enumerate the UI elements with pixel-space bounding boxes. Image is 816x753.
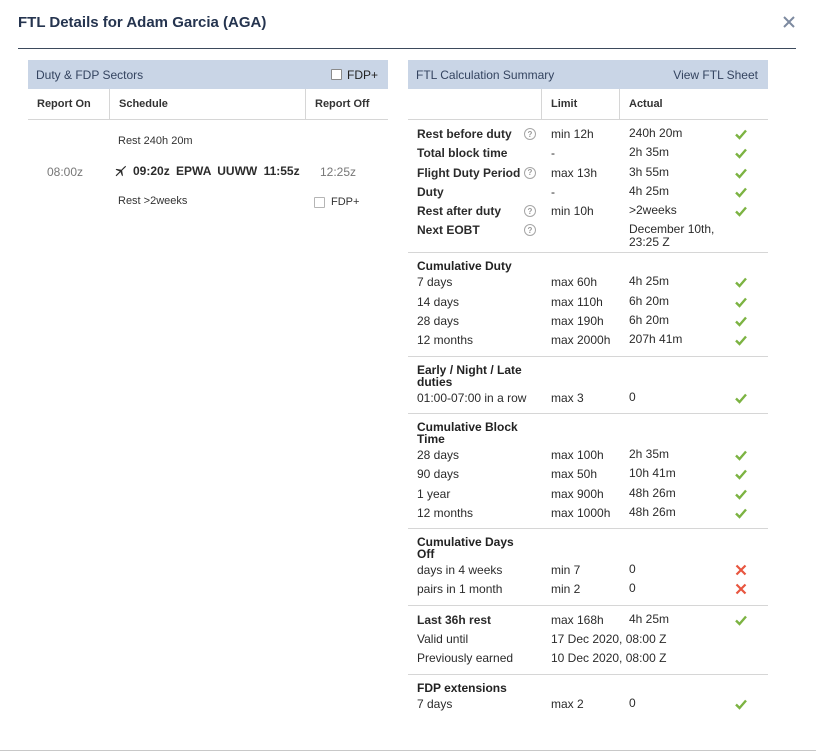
section-title: FDP extensions <box>417 680 507 695</box>
row-label <box>408 166 542 180</box>
row-status <box>734 166 768 180</box>
row-label-text: 28 days <box>417 314 460 329</box>
row-label <box>408 223 542 237</box>
row-label-text: Previously earned <box>417 651 514 666</box>
row-limit: min 12h <box>551 127 594 141</box>
row-label <box>408 651 542 665</box>
row-limit: max 1000h <box>551 505 611 520</box>
check-icon <box>734 506 748 520</box>
ftl-summary-panel <box>408 60 768 719</box>
row-actual: 4h 25m <box>629 274 670 289</box>
flight-leg[interactable]: 09:20z EPWA UUWW 11:55z <box>133 164 300 178</box>
check-icon <box>734 697 748 711</box>
row-label <box>408 204 542 218</box>
summary-row <box>408 275 768 294</box>
row-actual: 0 <box>629 581 636 596</box>
row-status <box>734 295 768 309</box>
row-status <box>734 204 768 218</box>
row-label <box>408 632 542 646</box>
row-limit: max 3 <box>551 390 584 405</box>
row-actual: >2weeks <box>629 203 677 218</box>
help-icon[interactable]: ? <box>524 224 536 236</box>
cross-icon <box>734 582 748 596</box>
row-label-text: Next EOBT <box>417 223 480 238</box>
row-status <box>734 582 768 596</box>
row-label-text: Total block time <box>417 146 508 161</box>
section-title: Cumulative Days Off <box>417 535 514 562</box>
row-status <box>734 275 768 289</box>
row-label <box>408 613 542 627</box>
summary-row <box>408 506 768 525</box>
col-schedule: Schedule <box>110 89 306 119</box>
col-actual: Actual <box>629 98 663 110</box>
row-label <box>408 314 542 328</box>
row-label <box>408 185 542 199</box>
summary-column-headers <box>408 89 768 120</box>
row-label <box>408 448 542 462</box>
row-status <box>734 146 768 160</box>
summary-row <box>408 467 768 486</box>
summary-row <box>408 448 768 467</box>
summary-row <box>408 651 768 670</box>
summary-row <box>408 127 768 146</box>
row-label <box>408 127 542 141</box>
duty-section <box>408 120 768 253</box>
row-limit: 17 Dec 2020, 08:00 Z <box>551 632 667 647</box>
row-label-text: days in 4 weeks <box>417 563 503 578</box>
summary-row <box>408 295 768 314</box>
sector-row <box>28 120 388 230</box>
row-status <box>734 448 768 462</box>
check-icon <box>734 295 748 309</box>
summary-row <box>408 613 768 632</box>
row-label-text: Flight Duty Period <box>417 165 521 180</box>
row-limit: min 7 <box>551 563 581 578</box>
row-label-text: 12 months <box>417 505 474 520</box>
row-status <box>734 563 768 577</box>
row-actual: 2h 35m <box>629 446 670 461</box>
help-icon[interactable]: ? <box>524 128 536 140</box>
row-label <box>408 146 542 160</box>
row-actual: 2h 35m <box>629 145 670 160</box>
row-actual: 207h 41m <box>629 332 683 347</box>
summary-row <box>408 487 768 506</box>
row-label <box>408 391 542 405</box>
row-actual: 6h 20m <box>629 293 670 308</box>
section-title: Early / Night / Late duties <box>417 362 522 389</box>
check-icon <box>734 314 748 328</box>
view-ftl-sheet-link[interactable]: View FTL Sheet <box>673 67 758 82</box>
row-label-text: Valid until <box>417 632 469 647</box>
summary-section <box>408 675 768 719</box>
row-label-text: Last 36h rest <box>417 612 492 627</box>
row-label-text: Rest before duty <box>417 127 512 141</box>
row-limit: max 110h <box>551 294 603 309</box>
rest-after-text: Rest >2weeks <box>118 195 188 207</box>
section-title: Cumulative Duty <box>417 259 512 274</box>
row-label-text: 7 days <box>417 275 453 290</box>
summary-row <box>408 185 768 204</box>
summary-row <box>408 632 768 651</box>
help-icon[interactable]: ? <box>524 205 536 217</box>
close-icon[interactable] <box>781 13 797 31</box>
sector-fdp-plus-label: FDP+ <box>331 196 360 208</box>
summary-row <box>408 391 768 410</box>
check-icon <box>734 185 748 199</box>
row-actual: December 10th, 23:25 Z <box>629 222 715 250</box>
row-label-text: 28 days <box>417 447 460 462</box>
row-limit: - <box>551 146 555 161</box>
summary-row <box>408 697 768 716</box>
row-label-text: 7 days <box>417 696 453 711</box>
sector-column-headers <box>28 89 388 120</box>
row-label-text: 01:00-07:00 in a row <box>417 390 527 405</box>
row-limit: min 2 <box>551 582 581 597</box>
row-limit: max 168h <box>551 612 604 627</box>
row-status <box>734 314 768 328</box>
summary-row <box>408 146 768 165</box>
row-limit: max 900h <box>551 486 604 501</box>
summary-row <box>408 333 768 352</box>
row-limit: max 13h <box>551 165 598 180</box>
summary-row <box>408 563 768 582</box>
report-off-time: 12:25z <box>320 165 357 179</box>
row-actual: 10h 41m <box>629 466 676 481</box>
row-label-text: Rest after duty <box>417 204 502 219</box>
sector-fdp-plus-checkbox[interactable] <box>314 197 325 208</box>
row-status <box>734 391 768 405</box>
row-label <box>408 467 542 481</box>
row-label-text: 14 days <box>417 294 460 309</box>
check-icon <box>734 166 748 180</box>
fdp-plus-toggle[interactable] <box>331 68 378 82</box>
modal-title: FTL Details for Adam Garcia (AGA) <box>18 14 267 31</box>
check-icon <box>734 146 748 160</box>
row-label <box>408 697 542 711</box>
row-actual: 3h 55m <box>629 164 670 179</box>
report-on-time: 08:00z <box>47 165 84 179</box>
row-limit: min 10h <box>551 204 594 219</box>
ftl-summary-title: FTL Calculation Summary <box>416 67 555 82</box>
row-status <box>734 487 768 501</box>
ftl-summary-header <box>408 60 768 89</box>
row-limit: max 100h <box>551 447 604 462</box>
summary-section <box>408 253 768 356</box>
row-label <box>408 333 542 347</box>
row-status <box>734 333 768 347</box>
row-label-text: 12 months <box>417 333 474 348</box>
row-actual: 6h 20m <box>629 313 670 328</box>
help-icon[interactable]: ? <box>524 167 536 179</box>
check-icon <box>734 487 748 501</box>
row-actual: 0 <box>629 389 636 404</box>
row-actual: 0 <box>629 562 636 577</box>
row-label <box>408 506 542 520</box>
col-blank <box>408 89 542 119</box>
check-icon <box>734 127 748 141</box>
row-actual: 48h 26m <box>629 504 676 519</box>
check-icon <box>734 467 748 481</box>
summary-section <box>408 529 768 606</box>
row-status <box>734 697 768 711</box>
section-title: Cumulative Block Time <box>417 419 518 446</box>
row-limit: max 2000h <box>551 333 611 348</box>
check-icon <box>734 391 748 405</box>
plane-icon <box>114 164 127 177</box>
check-icon <box>734 275 748 289</box>
sector-fdp-plus-toggle[interactable] <box>314 196 359 208</box>
row-label <box>408 582 542 596</box>
check-icon <box>734 613 748 627</box>
row-actual: 4h 25m <box>629 611 670 626</box>
footer-divider <box>0 750 816 751</box>
summary-row <box>408 204 768 223</box>
check-icon <box>734 448 748 462</box>
row-actual: 240h 20m <box>629 126 683 140</box>
row-label <box>408 295 542 309</box>
summary-row <box>408 582 768 601</box>
fdp-plus-label: FDP+ <box>346 67 378 82</box>
summary-section <box>408 606 768 675</box>
cross-icon <box>734 563 748 577</box>
duty-fdp-title: Duty & FDP Sectors <box>36 67 144 82</box>
check-icon <box>734 204 748 218</box>
duty-fdp-header <box>28 60 388 89</box>
row-label-text: 90 days <box>417 467 460 482</box>
summary-body <box>408 120 768 719</box>
summary-section <box>408 414 768 529</box>
row-status <box>734 506 768 520</box>
row-limit: max 60h <box>551 275 598 290</box>
row-label <box>408 563 542 577</box>
col-report-on: Report On <box>28 89 110 119</box>
row-limit: max 190h <box>551 314 604 329</box>
row-status <box>734 467 768 481</box>
row-limit: 10 Dec 2020, 08:00 Z <box>551 651 667 666</box>
title-divider <box>18 48 796 49</box>
row-actual: 48h 26m <box>629 485 676 500</box>
row-label-text: Duty <box>417 184 444 199</box>
row-label-text: pairs in 1 month <box>417 582 503 597</box>
row-status <box>734 185 768 199</box>
summary-section <box>408 357 768 414</box>
duty-fdp-panel <box>28 60 388 230</box>
summary-row <box>408 314 768 333</box>
check-icon <box>734 333 748 347</box>
fdp-plus-checkbox[interactable] <box>331 69 342 80</box>
row-limit: max 2 <box>551 696 584 711</box>
summary-row <box>408 223 768 249</box>
col-report-off: Report Off <box>315 98 370 110</box>
row-label <box>408 487 542 501</box>
row-status <box>734 613 768 627</box>
row-limit: - <box>551 184 555 199</box>
summary-row <box>408 166 768 185</box>
col-limit: Limit <box>542 89 620 119</box>
row-label-text: 1 year <box>417 486 451 501</box>
row-status <box>734 127 768 141</box>
row-label <box>408 275 542 289</box>
row-actual: 4h 25m <box>629 183 670 198</box>
rest-before-text: Rest 240h 20m <box>118 135 193 147</box>
row-actual: 0 <box>629 695 636 710</box>
row-limit: max 50h <box>551 467 598 482</box>
